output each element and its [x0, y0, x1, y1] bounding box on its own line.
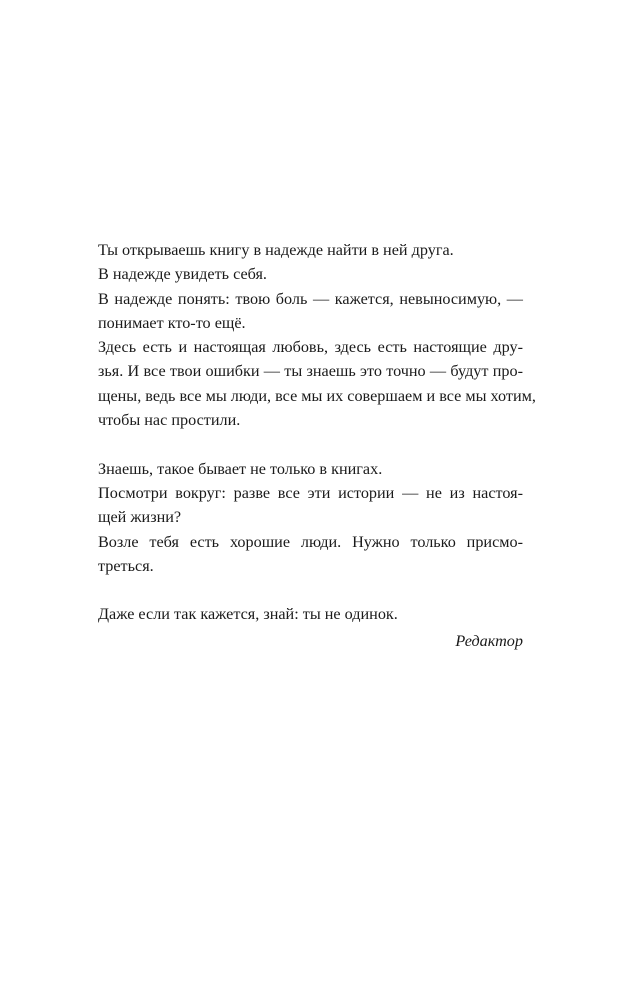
text-line: щены, ведь все мы люди, все мы их совершаем и все мы хотим,: [98, 386, 536, 405]
text-line: Даже если так кажется, знай: ты не одинок.: [98, 605, 398, 624]
text-line: Знаешь, такое бывает не только в книгах.: [98, 459, 383, 478]
text-line: Ты открываешь книгу в надежде найти в ней друга.: [98, 241, 454, 259]
text-line: зья. И все твои ошибки — ты знаешь это точно — будут про-: [98, 362, 523, 381]
page-text: [98, 238, 536, 653]
text-line: В надежде понять: твою боль — кажется, невыносимую, —: [98, 289, 523, 308]
text-line: щей жизни?: [98, 508, 182, 527]
text-line: Посмотри вокруг: разве все эти истории — не из настоя-: [98, 483, 523, 502]
text-line: В надежде увидеть себя.: [98, 265, 267, 284]
text-line: Здесь есть и настоящая любовь, здесь есть настоящие дру-: [98, 338, 523, 357]
paragraph-gap: [98, 578, 523, 602]
paragraph-gap: [98, 432, 523, 456]
text-line: понимает кто-то ещё.: [98, 313, 246, 332]
text-line: Возле тебя есть хорошие люди. Нужно только присмо-: [98, 532, 523, 551]
signature: Редактор: [455, 631, 523, 650]
text-line: чтобы нас простили.: [98, 411, 241, 430]
text-line: треться.: [98, 556, 154, 575]
